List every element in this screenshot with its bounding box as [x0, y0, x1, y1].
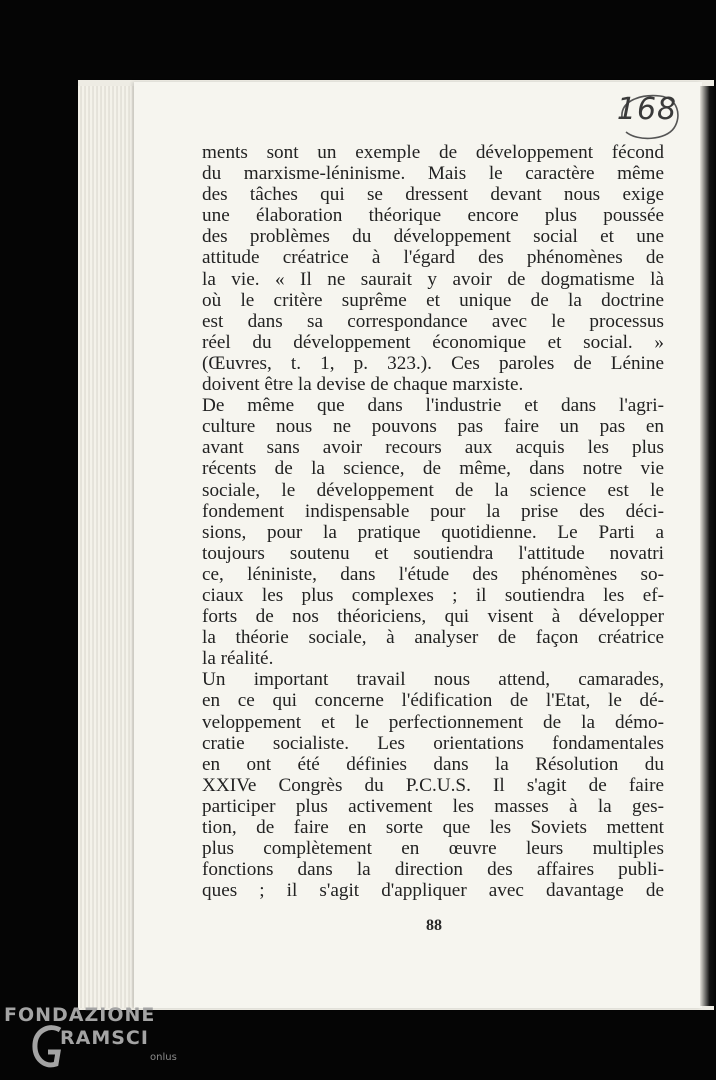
text-line: la réalité.: [202, 648, 274, 670]
page-right-edge: [700, 86, 716, 1006]
logo-line-2: RAMSCI: [60, 1027, 149, 1049]
text-line: avant sans avoir recours aux acquis les plus: [202, 437, 664, 459]
text-line: où le critère suprême et unique de la doctrine: [202, 289, 664, 311]
body-text: [202, 142, 664, 901]
text-line: XXIVe Congrès du P.C.U.S. Il s'agit de faire: [202, 774, 664, 796]
text-line: en ont été définies dans la Résolution du: [202, 753, 664, 775]
handwritten-page-number: [612, 88, 682, 146]
text-line: du marxisme-léninisme. Mais le caractère même: [202, 163, 664, 185]
text-line: toujours soutenu et soutiendra l'attitude novatri: [202, 542, 664, 564]
text-line: attitude créatrice à l'égard des phénomènes de: [202, 247, 664, 269]
text-line: ce, léniniste, dans l'étude des phénomènes so-: [202, 563, 664, 585]
text-line: participer plus activement les masses à la ges-: [202, 795, 664, 817]
text-line: des tâches qui se dressent devant nous exige: [202, 184, 664, 206]
text-line: une élaboration théorique encore plus poussée: [202, 205, 664, 227]
page-number: 88: [426, 917, 442, 934]
text-line: doivent être la devise de chaque marxiste.: [202, 374, 524, 396]
logo-suffix: onlus: [150, 1052, 177, 1063]
text-line: sions, pour la pratique quotidienne. Le Parti a: [202, 521, 664, 543]
text-line: forts de nos théoriciens, qui visent à développer: [202, 606, 664, 628]
text-line: fonctions dans la direction des affaires publi-: [202, 859, 664, 881]
text-line: la théorie sociale, à analyser de façon créatrice: [202, 627, 664, 649]
text-line: sociale, le développement de la science est le: [202, 479, 664, 501]
text-line: De même que dans l'industrie et dans l'agri-: [202, 395, 664, 417]
text-line: fondement indispensable pour la prise des déci-: [202, 500, 664, 522]
text-line: plus complètement en œuvre leurs multiples: [202, 838, 664, 860]
text-line: Un important travail nous attend, camarades,: [202, 669, 664, 691]
text-line: ments sont un exemple de développement fécond: [202, 142, 664, 163]
text-line: réel du développement économique et social. »: [202, 331, 664, 353]
text-line: tion, de faire en sorte que les Soviets mettent: [202, 817, 664, 838]
logo-line-1: FONDAZIONE: [4, 1004, 156, 1026]
text-line: des problèmes du développement social et une: [202, 226, 664, 248]
text-line: veloppement et le perfectionnement de la démo-: [202, 711, 664, 733]
text-line: est dans sa correspondance avec le processus: [202, 310, 664, 332]
text-line: culture nous ne pouvons pas faire un pas en: [202, 416, 664, 438]
page-edges: [78, 86, 136, 1008]
fondazione-gramsci-logo: [4, 1000, 184, 1080]
text-line: récents de la science, de même, dans notre vie: [202, 458, 664, 480]
handwritten-number-text: 168: [616, 92, 678, 127]
text-line: ques ; il s'agit d'appliquer avec davantage de: [202, 880, 664, 902]
text-line: la vie. « Il ne saurait y avoir de dogmatisme là: [202, 268, 664, 290]
text-line: en ce qui concerne l'édification de l'Etat, le dé-: [202, 690, 664, 712]
text-line: (Œuvres, t. 1, p. 323.). Ces paroles de Lénine: [202, 352, 664, 374]
text-line: ciaux les plus complexes ; il soutiendra les ef-: [202, 584, 664, 606]
text-line: cratie socialiste. Les orientations fondamentales: [202, 732, 664, 754]
